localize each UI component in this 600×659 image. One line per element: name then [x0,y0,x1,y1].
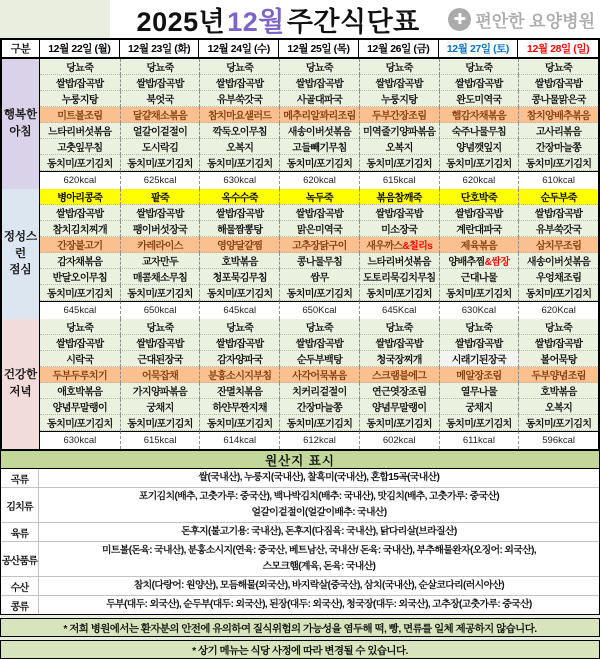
menu-cell: 양념무말랭이 [359,399,439,415]
kcal-cell: 645kcal [40,301,120,319]
menu-cell: 당뇨죽 [199,319,279,335]
menu-cell: 느타리버섯볶음 [40,123,120,139]
menu-cell: 고사리볶음 [518,123,598,139]
porridge-cell: 순두부죽 [518,189,598,205]
menu-cell: 연근엿장조림 [359,383,439,399]
origin-category-label: 공산품류 [1,542,39,576]
menu-cell: 동치미/포기김치 [279,155,359,171]
menu-cell: 치커리겉절이 [279,383,359,399]
menu-cell: 우엉채조림 [518,269,598,285]
menu-cell: 북엇국 [120,91,200,107]
menu-cell: 새송이버섯볶음 [518,253,598,269]
menu-cell: 쌀밥/잡곡밥 [439,75,519,91]
menu-cell: 계란대파국 [439,221,519,237]
day-header: 12월 27일 (토) [439,40,519,57]
menu-cell: 고춧잎무침 [40,139,120,155]
menu-cell: 동치미/포기김치 [439,415,519,431]
menu-cell: 숙주나물무침 [439,123,519,139]
menu-cell: 간장마늘쫑 [518,139,598,155]
menu-cell: 호박볶음 [518,383,598,399]
kcal-cell: 620Kcal [518,301,598,319]
kcal-cell: 630kcal [40,431,120,449]
main-dish-cell: 두부양념조림 [518,367,598,383]
menu-cell: 청포묵김무침 [199,269,279,285]
menu-cell: 당뇨죽 [40,59,120,75]
menu-cell: 동치미/포기김치 [40,415,120,431]
porridge-cell: 단호박죽 [439,189,519,205]
menu-cell: 쌀밥/잡곡밥 [279,75,359,91]
menu-cell: 궁채지 [120,399,200,415]
menu-cell: 해물짬뽕탕 [199,221,279,237]
origin-category-label: 수산 [1,577,39,595]
menu-cell: 쌀밥/잡곡밥 [40,205,120,221]
menu-cell: 근대나물 [439,269,519,285]
menu-cell: 동치미/포기김치 [279,285,359,301]
menu-cell: 동치미/포기김치 [359,155,439,171]
porridge-cell: 옥수수죽 [199,189,279,205]
origin-row [1,523,599,542]
kcal-cell: 630Kcal [439,301,519,319]
main-dish-cell: 두부두루치기 [40,367,120,383]
menu-cell: 쌀밥/잡곡밥 [518,335,598,351]
kcal-cell: 650Kcal [279,301,359,319]
menu-cell: 미소장국 [359,221,439,237]
menu-cell: 느타리버섯볶음 [359,253,439,269]
main-dish-cell: 영양달걀찜 [199,237,279,253]
menu-cell: 누룽지탕 [359,91,439,107]
menu-cell: 간장마늘쫑 [279,399,359,415]
menu-cell: 궁채지 [439,399,519,415]
origin-line: 스모크햄(계육, 돈육: 국내산) [262,561,376,572]
menu-cell: 동치미/포기김치 [359,285,439,301]
menu-cell: 쌀밥/잡곡밥 [359,335,439,351]
menu-cell: 동치미/포기김치 [120,285,200,301]
menu-cell: 사골대파국 [279,91,359,107]
main-dish-cell: 메알장조림 [439,367,519,383]
origin-content [39,523,599,541]
menu-cell: 완도미역국 [439,91,519,107]
accent-text: &칠리s [402,241,433,252]
porridge-cell: 녹두죽 [279,189,359,205]
menu-cell: 동치미/포기김치 [439,285,519,301]
menu-cell: 동치미/포기김치 [199,285,279,301]
main-dish-cell: 새우까스 &칠리s [359,237,439,253]
meal-block [2,59,598,189]
main-dish-cell: 참치마요샐러드 [199,107,279,123]
menu-cell: 반달오이무침 [40,269,120,285]
kcal-cell: 610kcal [518,171,598,189]
menu-cell: 당뇨죽 [120,319,200,335]
origin-category-label: 김치류 [1,488,39,522]
menu-cell: 누룽지탕 [40,91,120,107]
hospital-logo [446,0,600,38]
note-choking-warning: * 저희 병원에서는 환자분의 안전에 유의하여 질식위험의 가능성을 염두해 떡, 빵, 면류를 일체 제공하지 않습니다. [0,618,600,637]
main-dish-cell: 삼치무조림 [518,237,598,253]
meal-label-line: 아침 [9,126,32,138]
menu-cell: 시래기된장국 [439,351,519,367]
menu-cell: 근대된장국 [120,351,200,367]
main-dish-cell: 사각어묵볶음 [279,367,359,383]
meal-schedule-table [0,38,600,451]
kcal-cell: 611kcal [439,431,519,449]
meal-blocks [2,59,598,449]
menu-cell: 쌀밥/잡곡밥 [518,75,598,91]
menu-cell: 쌀밥/잡곡밥 [120,205,200,221]
origin-content [39,596,599,614]
menu-cell: 새송이버섯볶음 [279,123,359,139]
menu-cell: 동치미/포기김치 [359,415,439,431]
menu-cell: 오복지 [359,139,439,155]
title-year: 2025년 [136,6,226,37]
kcal-cell: 614kcal [199,431,279,449]
menu-cell: 감자채볶음 [40,253,120,269]
main-dish-cell: 참치양배추볶음 [518,107,598,123]
kcal-cell: 625kcal [120,171,200,189]
origin-line: 얼갈이겉절이(얼갈이배추: 국내산) [251,507,387,518]
menu-cell: 청국장찌개 [359,351,439,367]
cross-circle-icon: ✚ [448,8,471,31]
origin-content [39,542,599,576]
title-suffix: 주간식단표 [286,6,420,37]
meal-label [2,319,40,449]
menu-cell: 순두부백탕 [279,351,359,367]
menu-cell: 콩나물무침 [279,253,359,269]
note-menu-change: * 상기 메뉴는 식당 사정에 따라 변경될 수 있습니다. [0,640,600,659]
menu-cell: 동치미/포기김치 [518,285,598,301]
menu-cell: 동치미/포기김치 [40,285,120,301]
menu-cell: 콩나물맑은국 [518,91,598,107]
menu-cell: 양념무말랭이 [40,399,120,415]
accent-text: &쌈장 [484,257,510,268]
day-header: 12월 26일 (금) [359,40,439,57]
menu-cell: 쌀밥/잡곡밥 [279,335,359,351]
menu-cell: 미역줄기양파볶음 [359,123,439,139]
menu-cell: 당뇨죽 [279,319,359,335]
kcal-cell: 620kcal [439,171,519,189]
main-dish-cell: 간장불고기 [40,237,120,253]
menu-cell: 쌀밥/잡곡밥 [40,335,120,351]
porridge-cell: 볶음참깨죽 [359,189,439,205]
menu-cell: 유부쑥갓국 [518,221,598,237]
kcal-cell: 615kcal [120,431,200,449]
menu-cell: 쌀밥/잡곡밥 [359,205,439,221]
menu-cell: 동치미/포기김치 [518,415,598,431]
menu-cell: 오복지 [518,399,598,415]
origin-line: 포기김치(배추, 고춧가루: 중국산), 백나박김치(배추: 국내산), 맛김치(배추, 고춧가루: 중국산) [138,491,500,502]
menu-cell: 하얀무짠지채 [199,399,279,415]
day-header: 12월 24일 (수) [199,40,279,57]
menu-cell: 교자만두 [120,253,200,269]
menu-cell: 맑은미역국 [279,221,359,237]
menu-cell: 쌀밥/잡곡밥 [199,75,279,91]
kcal-cell: 645Kcal [359,301,439,319]
menu-cell: 애호박볶음 [40,383,120,399]
origin-row [1,577,599,596]
origin-line: 두부(대두: 외국산), 순두부(대두: 외국산), 된장(대두: 외국산), 청국장(대두: 외국산), 고추장(고춧가루: 중국산) [106,599,532,610]
meal-block [2,319,598,449]
menu-cell: 쌀밥/잡곡밥 [199,335,279,351]
menu-cell: 당뇨죽 [120,59,200,75]
day-header: 12월 25일 (목) [279,40,359,57]
kcal-cell: 596kcal [518,431,598,449]
origin-row [1,488,599,523]
menu-cell: 쌀밥/잡곡밥 [120,75,200,91]
menu-cell: 당뇨죽 [518,59,598,75]
menu-cell: 동치미/포기김치 [199,155,279,171]
menu-cell: 얼갈이겉절이 [120,123,200,139]
menu-cell: 유부쑥갓국 [199,91,279,107]
kcal-cell: 645kcal [199,301,279,319]
menu-cell: 당뇨죽 [40,319,120,335]
porridge-cell: 팥죽 [120,189,200,205]
kcal-cell: 612kcal [279,431,359,449]
origin-line: 참치(다랑어: 원양산), 모듬해물(외국산), 바지락살(중국산), 삼치(국내산), 순살코다리(러시아산) [133,580,505,591]
menu-cell: 쌀밥/잡곡밥 [279,205,359,221]
menu-cell: 동치미/포기김치 [120,415,200,431]
main-dish-cell: 미트볼조림 [40,107,120,123]
menu-cell: 쌈무 [279,269,359,285]
origin-line: 미트볼(돈육: 국내산), 분홍소시지(연육: 중국산, 베트남산, 국내산/ 돈육: 국내산), 부추해물완자(오징어: 외국산), [101,545,537,556]
menu-cell: 깍둑오이무침 [199,123,279,139]
porridge-cell: 병아리콩죽 [40,189,120,205]
origin-content [39,488,599,522]
meal-label-line: 건강한 [3,369,38,382]
menu-cell: 쌀밥/잡곡밥 [120,335,200,351]
menu-cell: 당뇨죽 [279,59,359,75]
kcal-cell: 630kcal [199,171,279,189]
menu-cell: 감자양파국 [199,351,279,367]
origin-line: 쌀(국내산), 누룽지(국내산), 찰흑미(국내산), 혼합15곡(국내산) [198,472,440,483]
menu-cell: 동치미/포기김치 [199,415,279,431]
main-dish-cell: 메추리알꽈리조림 [279,107,359,123]
menu-cell: 호박볶음 [199,253,279,269]
kcal-cell: 615kcal [359,171,439,189]
origin-category-label: 곡류 [1,469,39,487]
meal-label-line: 점심 [9,264,32,277]
menu-cell: 양념깻잎지 [439,139,519,155]
origin-content [39,469,599,487]
menu-cell: 쌀밥/잡곡밥 [518,205,598,221]
kcal-cell: 620kcal [40,171,120,189]
kcal-cell: 620kcal [279,171,359,189]
menu-cell: 동치미/포기김치 [518,155,598,171]
origin-row [1,542,599,577]
menu-cell: 쌀밥/잡곡밥 [40,75,120,91]
menu-cell: 양배추찜 &쌈장 [439,253,519,269]
menu-cell: 동치미/포기김치 [120,155,200,171]
menu-cell: 도토리묵김치무침 [359,269,439,285]
menu-cell: 쌀밥/잡곡밥 [359,75,439,91]
menu-cell: 동치미/포기김치 [279,415,359,431]
date-header-row [2,40,598,59]
main-dish-cell: 두부간장조림 [359,107,439,123]
origin-section [0,469,600,615]
origin-row [1,469,599,488]
page-title [110,0,446,38]
menu-cell: 고들빼기무침 [279,139,359,155]
meal-label [2,59,40,189]
main-dish-cell: 어묵잡채 [120,367,200,383]
menu-cell: 쌀밥/잡곡밥 [199,205,279,221]
menu-cell: 당뇨죽 [439,319,519,335]
menu-cell: 참치김치찌개 [40,221,120,237]
main-dish-cell: 카레라이스 [120,237,200,253]
main-dish-cell: 햄감자채볶음 [439,107,519,123]
main-dish-cell: 고추장닭구이 [279,237,359,253]
main-dish-cell: 분홍소시지부침 [199,367,279,383]
hospital-name: 편안한 요양병원 [475,11,595,31]
menu-cell: 가지양파볶음 [120,383,200,399]
menu-cell: 동치미/포기김치 [40,155,120,171]
day-header: 12월 23일 (화) [120,40,200,57]
menu-cell: 당뇨죽 [359,59,439,75]
origin-content [39,577,599,595]
menu-cell: 당뇨죽 [359,319,439,335]
menu-cell: 도시락김 [120,139,200,155]
menu-cell: 팽이버섯장국 [120,221,200,237]
main-dish-cell: 달걀채소볶음 [120,107,200,123]
meal-label-line: 저녁 [9,386,32,398]
origin-line: 돈후지(불고기용: 국내산), 돈후지(다짐육: 국내산), 닭다리살(브라질산) [181,526,457,537]
main-dish-cell: 스크램블에그 [359,367,439,383]
menu-cell: 매콤채소무침 [120,269,200,285]
origin-category-label: 육류 [1,523,39,541]
menu-cell: 볼어묵탕 [518,351,598,367]
meal-block [2,189,598,319]
meal-label-line: 정성스런 [3,230,38,260]
header-corner: 구분 [2,40,40,57]
title-month: 12월 [227,6,285,37]
menu-cell: 동치미/포기김치 [439,155,519,171]
kcal-cell: 602kcal [359,431,439,449]
origin-row [1,596,599,614]
origin-section-title: 원산지 표시 [0,451,600,469]
menu-cell: 쌀밥/잡곡밥 [439,205,519,221]
main-dish-cell: 제육볶음 [439,237,519,253]
menu-cell: 잔멸치볶음 [199,383,279,399]
meal-label-line: 행복한 [3,109,38,122]
menu-cell: 오복지 [199,139,279,155]
kcal-cell: 650kcal [120,301,200,319]
menu-cell: 당뇨죽 [199,59,279,75]
day-header: 12월 22일 (월) [40,40,120,57]
menu-cell: 열무나물 [439,383,519,399]
menu-cell: 쌀밥/잡곡밥 [439,335,519,351]
menu-cell: 당뇨죽 [518,319,598,335]
menu-cell: 당뇨죽 [439,59,519,75]
menu-cell: 시락국 [40,351,120,367]
title-spacer [0,0,110,38]
meal-label [2,189,40,319]
day-header: 12월 28일 (일) [527,43,590,55]
title-bar [0,0,600,38]
origin-category-label: 콩류 [1,596,39,614]
